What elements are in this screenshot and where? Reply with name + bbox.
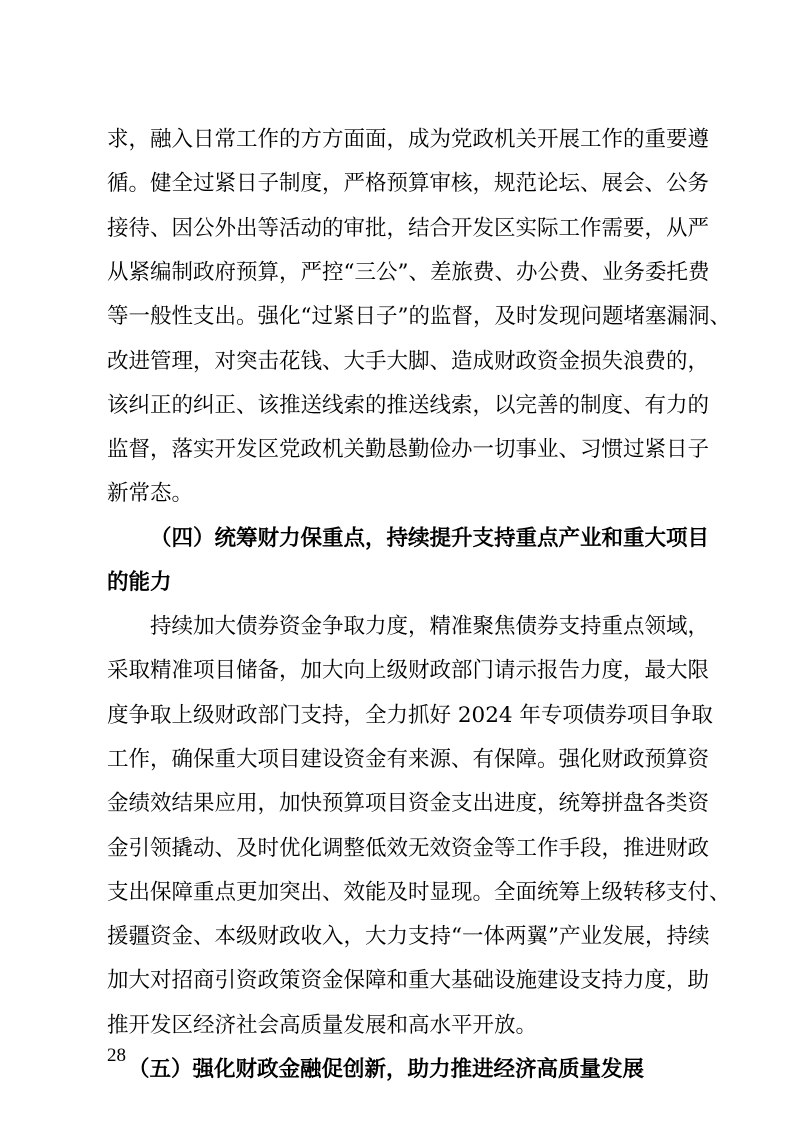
text-line: 度争取上级财政部门支持，全力抓好 2024 年专项债券项目争取 — [107, 703, 713, 728]
text-line: 循。健全过紧日子制度，严格预算审核，规范论坛、展会、公务 — [107, 171, 710, 196]
text-line: 援疆资金、本级财政收入，大力支持“一体两翼”产业发展，持续 — [107, 924, 710, 949]
text-line: 支出保障重点更加突出、效能及时显现。全面统筹上级转移支付、 — [107, 880, 731, 905]
text-line: 持续加大债券资金争取力度，精准聚焦债券支持重点领域， — [150, 614, 710, 639]
text-line: 金引领撬动、及时优化调整低效无效资金等工作手段，推进财政 — [107, 836, 710, 861]
text-line: 等一般性支出。强化“过紧日子”的监督，及时发现问题堵塞漏洞、 — [107, 304, 731, 329]
text-line: 从紧编制政府预算，严控“三公”、差旅费、办公费、业务委托费 — [107, 260, 710, 285]
section-heading-line: 的能力 — [107, 570, 172, 595]
text-line: 接待、因公外出等活动的审批，结合开发区实际工作需要，从严 — [107, 216, 710, 241]
text-line: 改进管理，对突击花钱、大手大脚、造成财政资金损失浪费的， — [107, 349, 710, 374]
text-line: 推开发区经济社会高质量发展和高水平开放。 — [107, 1013, 538, 1038]
text-line: 新常态。 — [107, 481, 194, 506]
text-line: 该纠正的纠正、该推送线索的推送线索，以完善的制度、有力的 — [107, 393, 710, 418]
text-line: 监督，落实开发区党政机关勤恳勤俭办一切事业、习惯过紧日子 — [107, 437, 710, 462]
text-line: 求，融入日常工作的方方面面，成为党政机关开展工作的重要遵 — [107, 127, 710, 152]
section-heading-5: （五）强化财政金融促创新，助力推进经济高质量发展 — [128, 1057, 645, 1082]
text-line: 工作，确保重大项目建设资金有来源、有保障。强化财政预算资 — [107, 747, 710, 772]
text-line: 采取精准项目储备，加大向上级财政部门请示报告力度，最大限 — [107, 658, 710, 683]
text-line: 金绩效结果应用，加快预算项目资金支出进度，统筹拼盘各类资 — [107, 791, 710, 816]
page-number: 28 — [107, 1045, 126, 1066]
section-heading-line: （四）统筹财力保重点，持续提升支持重点产业和重大项目 — [150, 526, 710, 551]
text-line: 加大对招商引资政策资金保障和重大基础设施建设支持力度，助 — [107, 968, 710, 993]
